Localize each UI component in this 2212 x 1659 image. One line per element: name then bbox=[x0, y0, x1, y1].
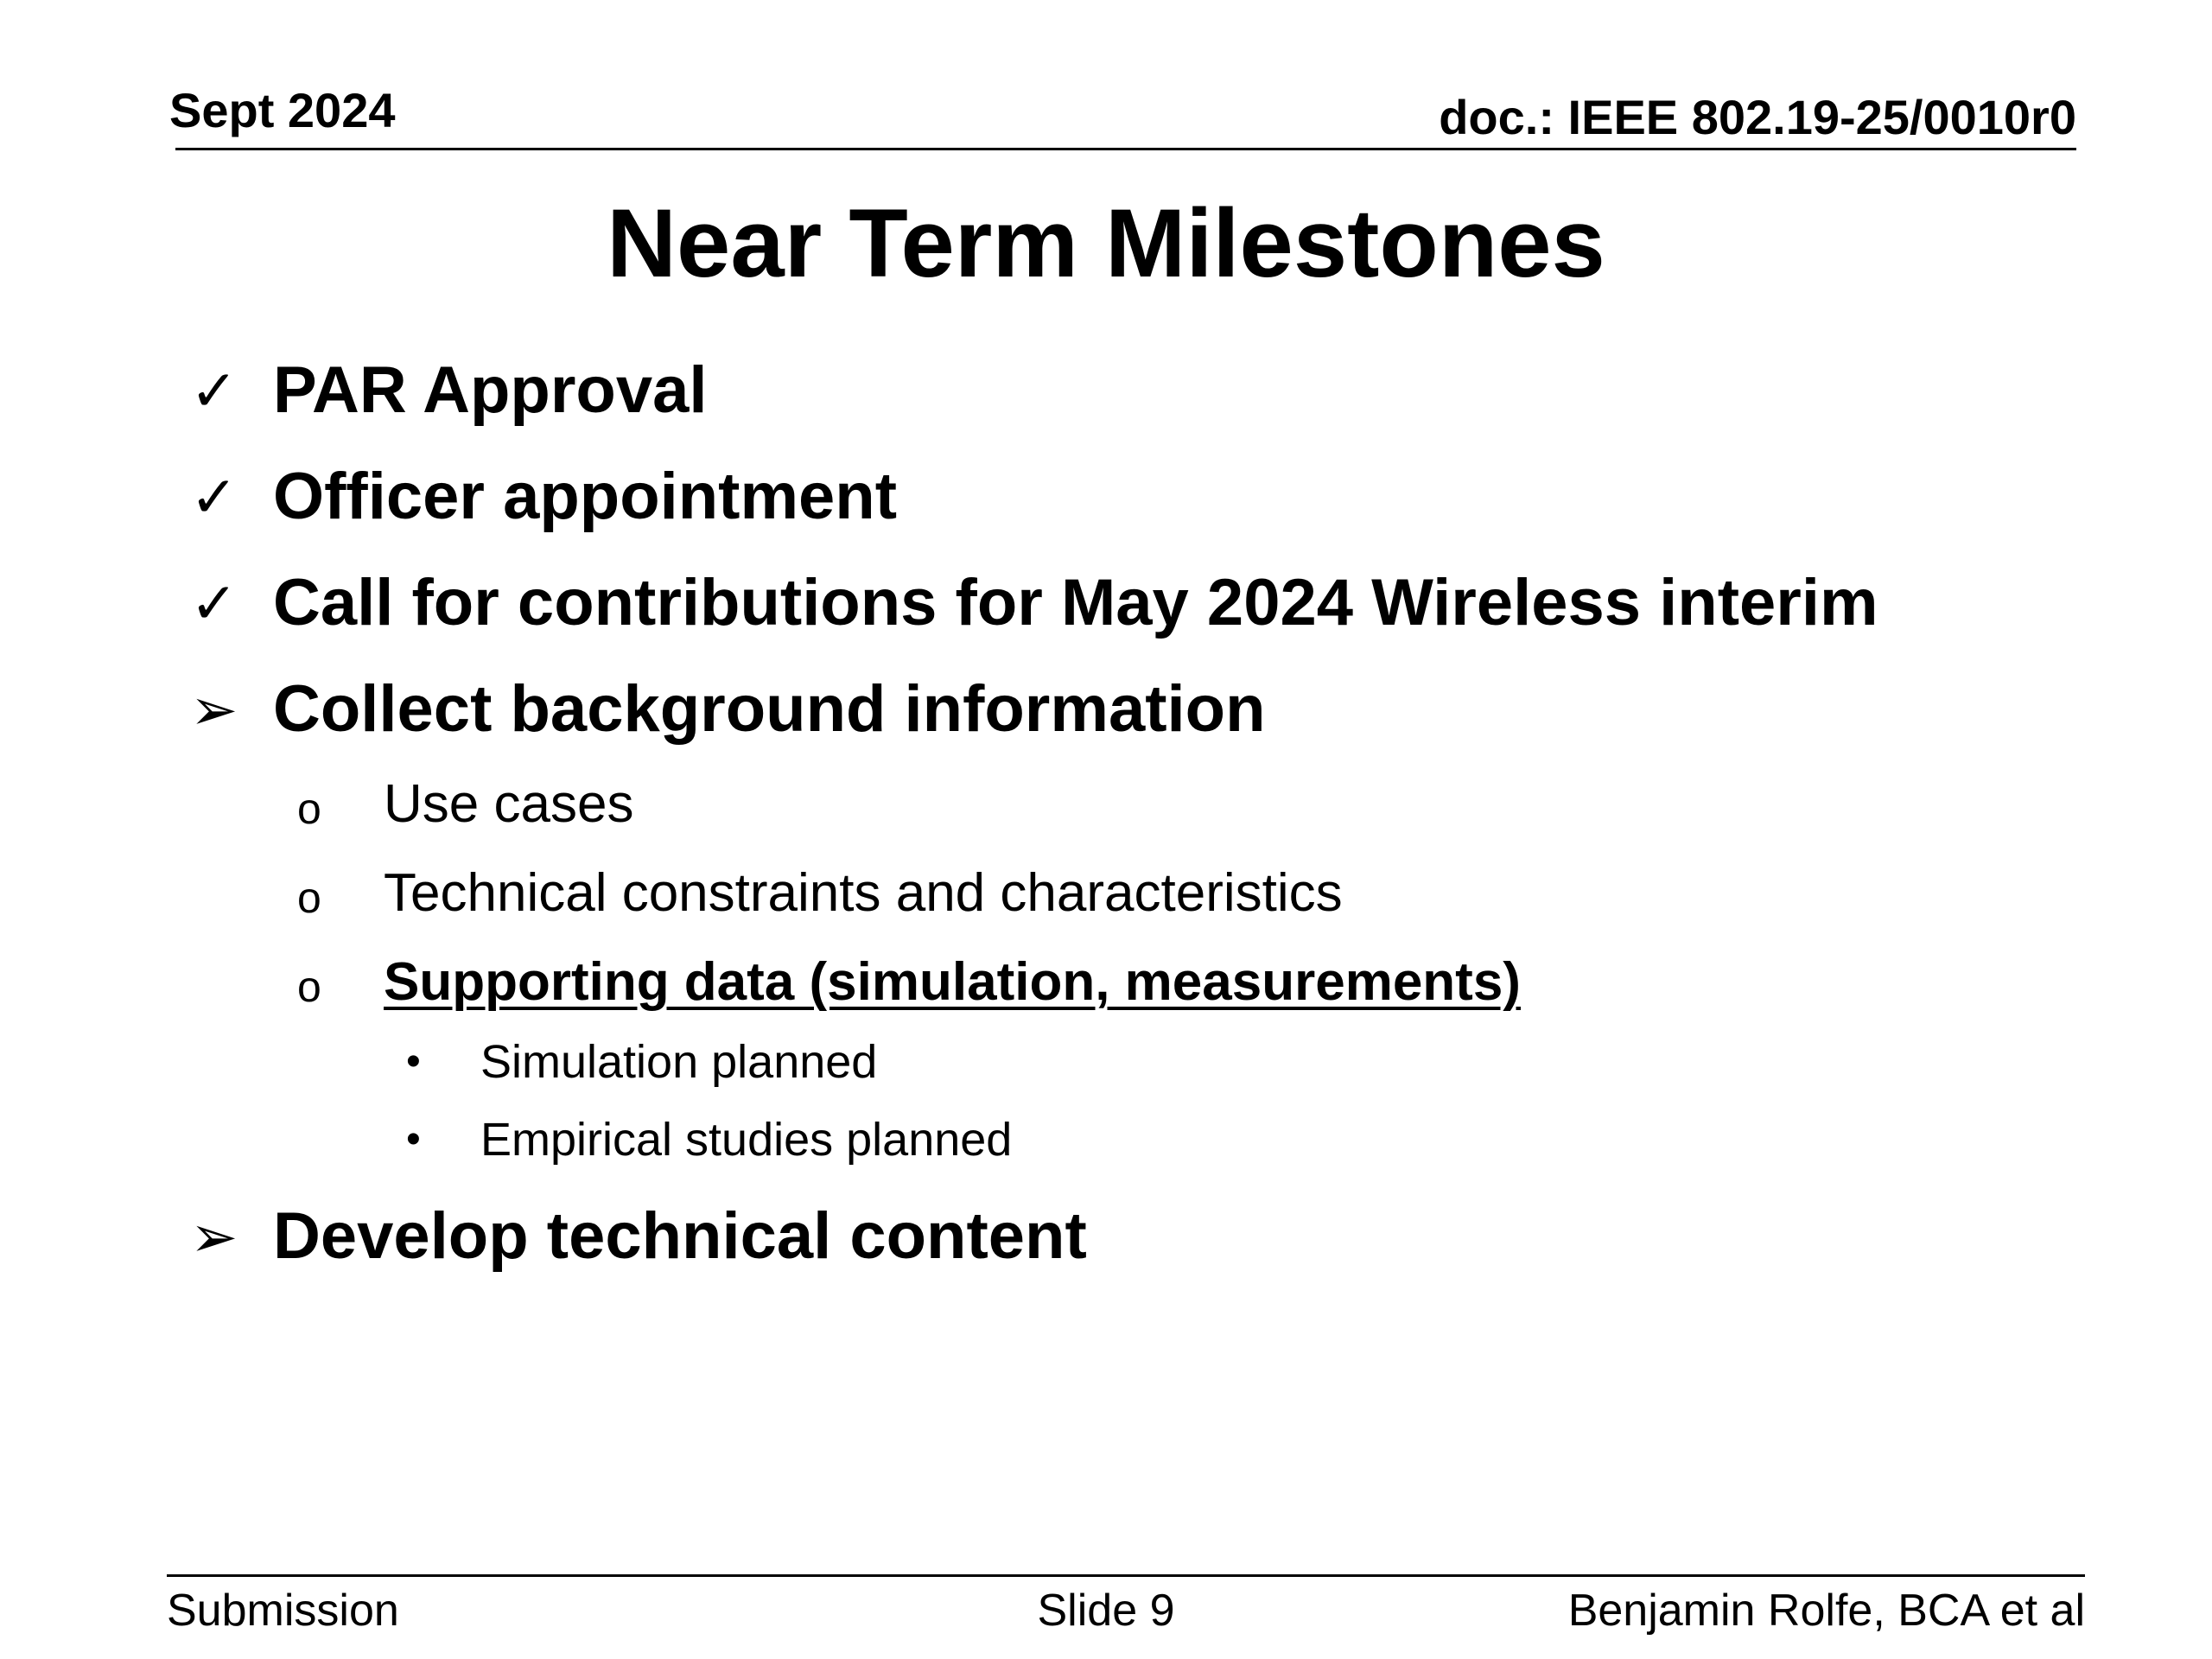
bullet-collect-background bbox=[190, 671, 1266, 748]
bullet-text: Officer appointment bbox=[273, 460, 898, 533]
arrowhead-icon: ➢ bbox=[190, 677, 238, 741]
footer-submission: Submission bbox=[167, 1586, 399, 1636]
sub-sub-bullet-empirical bbox=[406, 1113, 1012, 1166]
header-doc-id: doc.: IEEE 802.19-25/0010r0 bbox=[1439, 90, 2076, 144]
sub-bullet-supporting-data bbox=[297, 951, 1521, 1014]
footer-slide-number: Slide 9 bbox=[1037, 1586, 1175, 1636]
dot-bullet-icon: • bbox=[406, 1116, 421, 1162]
footer-author: Benjamin Rolfe, BCA et al bbox=[1567, 1586, 2085, 1636]
bullet-par-approval bbox=[190, 352, 708, 429]
footer-divider bbox=[167, 1574, 2085, 1577]
bullet-call-for-contributions bbox=[190, 564, 1878, 642]
bullet-text: PAR Approval bbox=[273, 353, 708, 427]
circle-bullet-icon: o bbox=[297, 963, 321, 1011]
bullet-text: Call for contributions for May 2024 Wireless interim bbox=[273, 566, 1878, 639]
header-date: Sept 2024 bbox=[169, 83, 396, 137]
bullet-text: Collect background information bbox=[273, 672, 1266, 746]
bullet-text: Develop technical content bbox=[273, 1199, 1087, 1273]
dot-bullet-icon: • bbox=[406, 1039, 421, 1084]
circle-bullet-icon: o bbox=[297, 785, 321, 833]
sub-sub-bullet-text: Empirical studies planned bbox=[480, 1114, 1013, 1166]
checkmark-icon: ✓ bbox=[190, 571, 238, 635]
circle-bullet-icon: o bbox=[297, 874, 321, 922]
header-divider bbox=[175, 148, 2076, 150]
sub-bullet-use-cases bbox=[297, 773, 633, 836]
sub-sub-bullet-simulation bbox=[406, 1035, 877, 1089]
slide-title: Near Term Milestones bbox=[607, 189, 1605, 297]
sub-bullet-text: Technical constraints and characteristics bbox=[384, 863, 1343, 923]
sub-bullet-text: Use cases bbox=[384, 774, 634, 834]
checkmark-icon: ✓ bbox=[190, 465, 238, 529]
checkmark-icon: ✓ bbox=[190, 359, 238, 423]
bullet-officer-appointment bbox=[190, 458, 897, 536]
arrowhead-icon: ➢ bbox=[190, 1205, 238, 1268]
sub-sub-bullet-text: Simulation planned bbox=[480, 1036, 878, 1088]
sub-bullet-text: Supporting data (simulation, measurements) bbox=[384, 952, 1521, 1012]
sub-bullet-technical-constraints bbox=[297, 862, 1343, 925]
bullet-develop-technical-content bbox=[190, 1198, 1087, 1275]
